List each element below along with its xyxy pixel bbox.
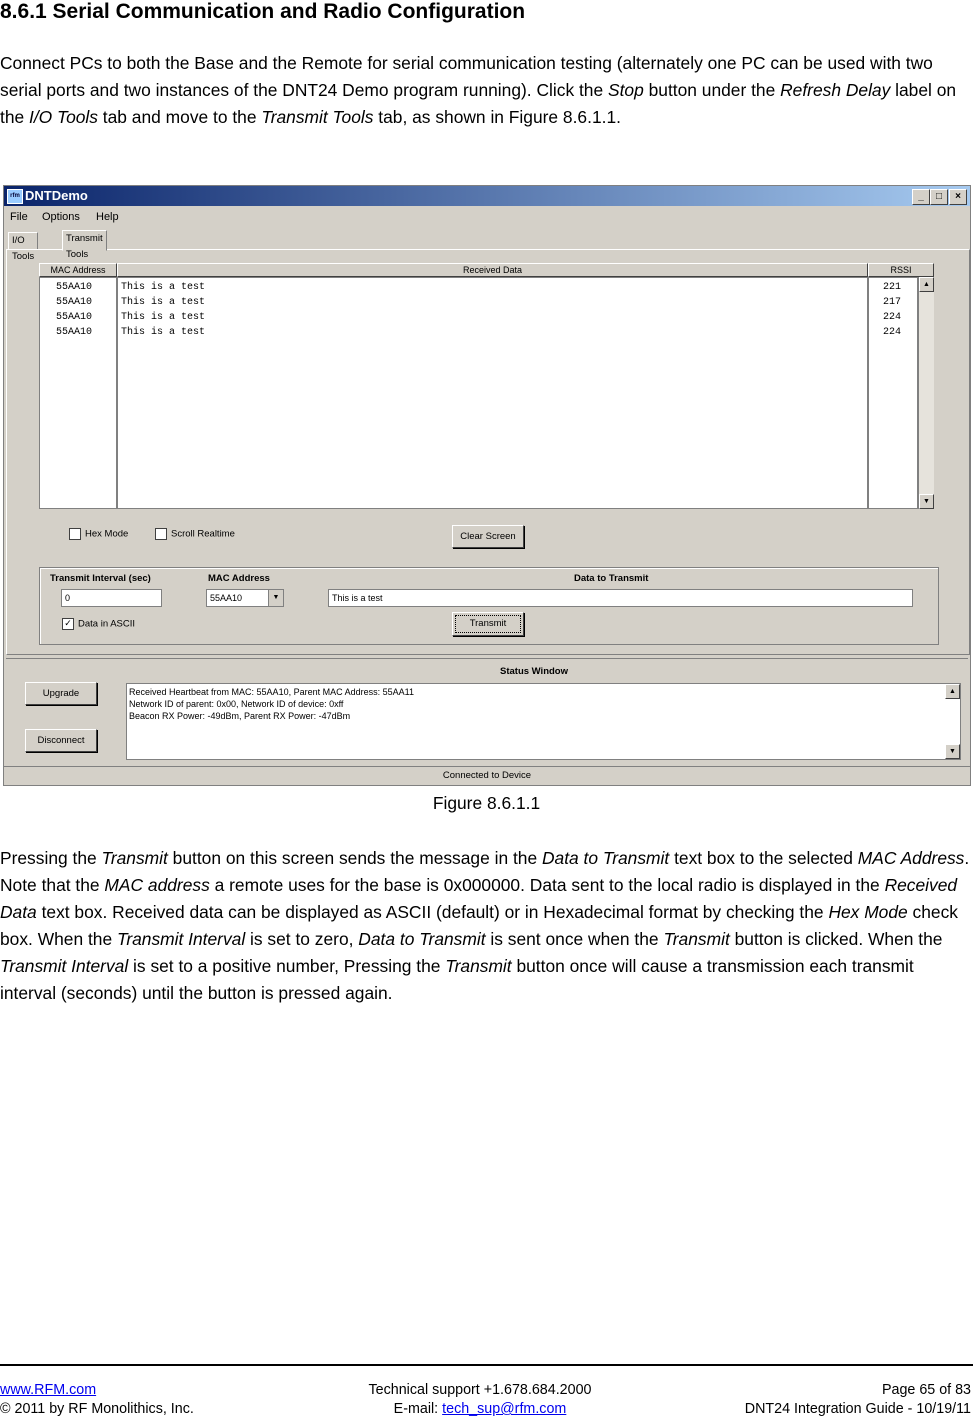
- tab-io-tools[interactable]: I/O Tools: [8, 232, 38, 250]
- menu-file[interactable]: File: [10, 211, 28, 223]
- list-item: This is a test: [121, 312, 206, 323]
- scroll-down-icon[interactable]: ▼: [919, 494, 934, 509]
- clear-screen-button[interactable]: Clear Screen: [452, 525, 524, 548]
- section-heading: 8.6.1 Serial Communication and Radio Configuration: [0, 0, 526, 23]
- received-scrollbar[interactable]: [918, 277, 934, 509]
- menu-options[interactable]: Options: [42, 211, 80, 223]
- email-link[interactable]: tech_sup@rfm.com: [442, 1401, 567, 1417]
- title-bar: [4, 186, 970, 206]
- status-line: Received Heartbeat from MAC: 55AA10, Parent MAC Address: 55AA11: [129, 687, 414, 697]
- support-phone: Technical support +1.678.684.2000: [368, 1382, 592, 1398]
- status-line: Beacon RX Power: -49dBm, Parent RX Power: -47dBm: [129, 711, 351, 721]
- body-paragraph: Pressing the Transmit button on this screen sends the message in the Data to Transmit text box to the selected MAC Address. Note that the MAC address a remote uses for the base is 0x000000. Data sent to the local radio is displayed in the Received Data text box. Received data can be displayed as ASCII (default) or in Hexadecimal format by checking the Hex Mode check box. When the Transmit Interval is set to zero, Data to Transmit is sent once when the Transmit button is clicked. When the Transmit Interval is set to a positive number, Pressing the Transmit button once will cause a transmission each transmit interval (seconds) until the button is pressed again.: [0, 848, 970, 1003]
- hex-mode-checkbox[interactable]: Hex Mode: [69, 528, 128, 541]
- list-item: 217: [883, 297, 902, 308]
- intro-paragraph: Connect PCs to both the Base and the Remote for serial communication testing (alternately one PC can be used with two serial ports and two instances of the DNT24 Demo program running). Click the Stop button under the Refresh Delay label on the I/O Tools tab and move to the Transmit Tools tab, as shown in Figure 8.6.1.1.: [0, 53, 957, 127]
- close-button[interactable]: ×: [949, 189, 967, 205]
- mac-address-list[interactable]: [39, 277, 117, 509]
- list-item: 55AA10: [56, 312, 93, 323]
- data-to-transmit-input[interactable]: This is a test: [328, 589, 913, 607]
- disconnect-button[interactable]: Disconnect: [25, 729, 97, 752]
- list-item: 221: [883, 282, 902, 293]
- figure-caption: Figure 8.6.1.1: [432, 793, 541, 813]
- list-item: 55AA10: [56, 297, 93, 308]
- list-item: 55AA10: [56, 282, 93, 293]
- list-item: This is a test: [121, 282, 206, 293]
- data-in-ascii-checkbox[interactable]: ✓ Data in ASCII: [62, 618, 135, 631]
- dntdemo-window: [3, 185, 971, 786]
- maximize-button[interactable]: □: [930, 189, 948, 205]
- support-email-line: E-mail: tech_sup@rfm.com: [393, 1401, 567, 1417]
- data-to-transmit-label: Data to Transmit: [574, 573, 649, 584]
- chevron-down-icon[interactable]: ▼: [268, 590, 283, 606]
- website-link[interactable]: www.RFM.com: [0, 1382, 97, 1398]
- column-header-received[interactable]: Received Data: [117, 263, 868, 277]
- scroll-up-icon[interactable]: ▲: [945, 684, 960, 699]
- scroll-down-icon[interactable]: ▼: [945, 744, 960, 759]
- mac-address-select[interactable]: [206, 589, 284, 607]
- footer-divider: [0, 1364, 973, 1366]
- list-item: 224: [883, 312, 902, 323]
- scroll-realtime-checkbox[interactable]: Scroll Realtime: [155, 528, 235, 541]
- checkbox-icon: [69, 528, 81, 540]
- list-item: This is a test: [121, 327, 206, 338]
- column-header-rssi[interactable]: RSSI: [868, 263, 934, 277]
- transmit-interval-label: Transmit Interval (sec): [50, 573, 151, 584]
- app-icon: rfm: [7, 189, 23, 204]
- window-title: DNTDemo: [25, 188, 88, 203]
- rssi-list[interactable]: [868, 277, 918, 509]
- upgrade-button[interactable]: Upgrade: [25, 682, 97, 705]
- tab-transmit-tools[interactable]: Transmit Tools: [62, 230, 107, 251]
- received-data-list[interactable]: [117, 277, 868, 509]
- status-bar: Connected to Device: [4, 766, 970, 785]
- page-number: Page 65 of 83: [881, 1382, 971, 1398]
- status-window-text[interactable]: [126, 683, 961, 760]
- status-line: Network ID of parent: 0x00, Network ID of device: 0xff: [129, 699, 344, 709]
- mac-address-label: MAC Address: [208, 573, 270, 584]
- list-item: This is a test: [121, 297, 206, 308]
- transmit-interval-input[interactable]: 0: [61, 589, 162, 607]
- column-header-mac[interactable]: MAC Address: [39, 263, 117, 277]
- list-item: 224: [883, 327, 902, 338]
- transmit-button[interactable]: Transmit: [452, 612, 524, 636]
- menu-help[interactable]: Help: [96, 211, 119, 223]
- mac-address-value: 55AA10: [210, 593, 243, 603]
- checkbox-icon: [155, 528, 167, 540]
- list-item: 55AA10: [56, 327, 93, 338]
- guide-version: DNT24 Integration Guide - 10/19/11: [744, 1401, 971, 1417]
- checkmark-icon: ✓: [62, 618, 74, 630]
- status-window-label: Status Window: [500, 666, 568, 677]
- scroll-up-icon[interactable]: ▲: [919, 277, 934, 292]
- copyright-text: © 2011 by RF Monolithics, Inc.: [0, 1401, 194, 1417]
- minimize-button[interactable]: _: [912, 189, 930, 205]
